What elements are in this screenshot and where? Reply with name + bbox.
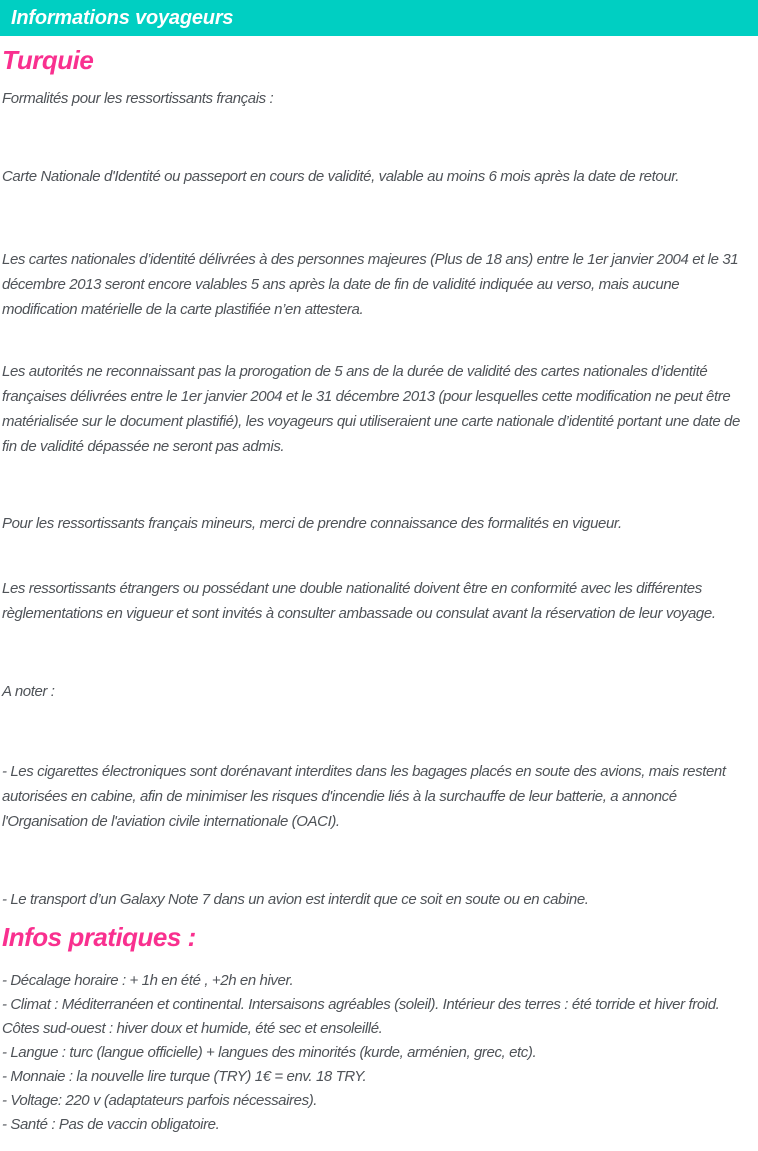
paragraph-carte-identite: Carte Nationale d'Identité ou passeport en cours de validité, valable au moins 6 mois après la date de retour. bbox=[2, 168, 680, 185]
paragraph-cigarettes-electroniques: - Les cigarettes électroniques sont dorénavant interdites dans les bagages placés en soute des avions, mais restent autorisées en cabine, afin de minimiser les risques d'incendie liés à la surchauffe de leur batterie, a annoncé l'Organisation de l'aviation civile internationale (OACI). bbox=[2, 763, 726, 830]
paragraph-autorites-prorogation: Les autorités ne reconnaissant pas la prorogation de 5 ans de la durée de validité des cartes nationales d’identité françaises délivrées entre le 1er janvier 2004 et le 31 décembre 2013 (pour lesquelles cette modification ne peut être matérialisée sur le document plastifié), les voyageurs qui utiliseraient une carte nationale d’identité portant une date de fin de validité dépassée ne seront pas admis. bbox=[2, 363, 740, 455]
paragraph-formalites-intro: Formalités pour les ressortissants français : bbox=[2, 90, 274, 107]
infos-pratiques-heading: Infos pratiques : bbox=[2, 922, 196, 952]
page-content bbox=[0, 43, 758, 1137]
list-item-voltage: - Voltage: 220 v (adaptateurs parfois nécessaires). bbox=[2, 1092, 318, 1109]
list-item-langue: - Langue : turc (langue officielle) + langues des minorités (kurde, arménien, grec, etc). bbox=[2, 1044, 537, 1061]
header-bar bbox=[0, 0, 758, 36]
paragraph-galaxy-note7: - Le transport d’un Galaxy Note 7 dans un avion est interdit que ce soit en soute ou en cabine. bbox=[2, 891, 589, 908]
list-item-sante: - Santé : Pas de vaccin obligatoire. bbox=[2, 1116, 220, 1133]
paragraph-cartes-validite-5ans: Les cartes nationales d’identité délivrées à des personnes majeures (Plus de 18 ans) entre le 1er janvier 2004 et le 31 décembre 2013 seront encore valables 5 ans après la date de fin de validité indiquée au verso, mais aucune modification matérielle de la carte plastifiée n’en attestera. bbox=[2, 251, 739, 318]
paragraph-a-noter: A noter : bbox=[2, 683, 55, 700]
paragraph-ressortissants-etrangers: Les ressortissants étrangers ou possédant une double nationalité doivent être en conformité avec les différentes règlementations en vigueur et sont invités à consulter ambassade ou consulat avant la réservation de leur voyage. bbox=[2, 580, 716, 622]
practical-info-list bbox=[2, 969, 756, 1137]
paragraph-mineurs: Pour les ressortissants français mineurs, merci de prendre connaissance des formalités en vigueur. bbox=[2, 515, 622, 532]
list-item-monnaie: - Monnaie : la nouvelle lire turque (TRY) 1€ = env. 18 TRY. bbox=[2, 1068, 367, 1085]
header-title: Informations voyageurs bbox=[11, 6, 234, 29]
list-item-decalage-horaire: - Décalage horaire : + 1h en été , +2h en hiver. bbox=[2, 972, 294, 989]
list-item-climat: - Climat : Méditerranéen et continental. Intersaisons agréables (soleil). Intérieur des terres : été torride et hiver froid. Côtes sud-ouest : hiver doux et humide, été sec et ensoleillé. bbox=[2, 996, 720, 1037]
country-heading: Turquie bbox=[2, 45, 94, 75]
